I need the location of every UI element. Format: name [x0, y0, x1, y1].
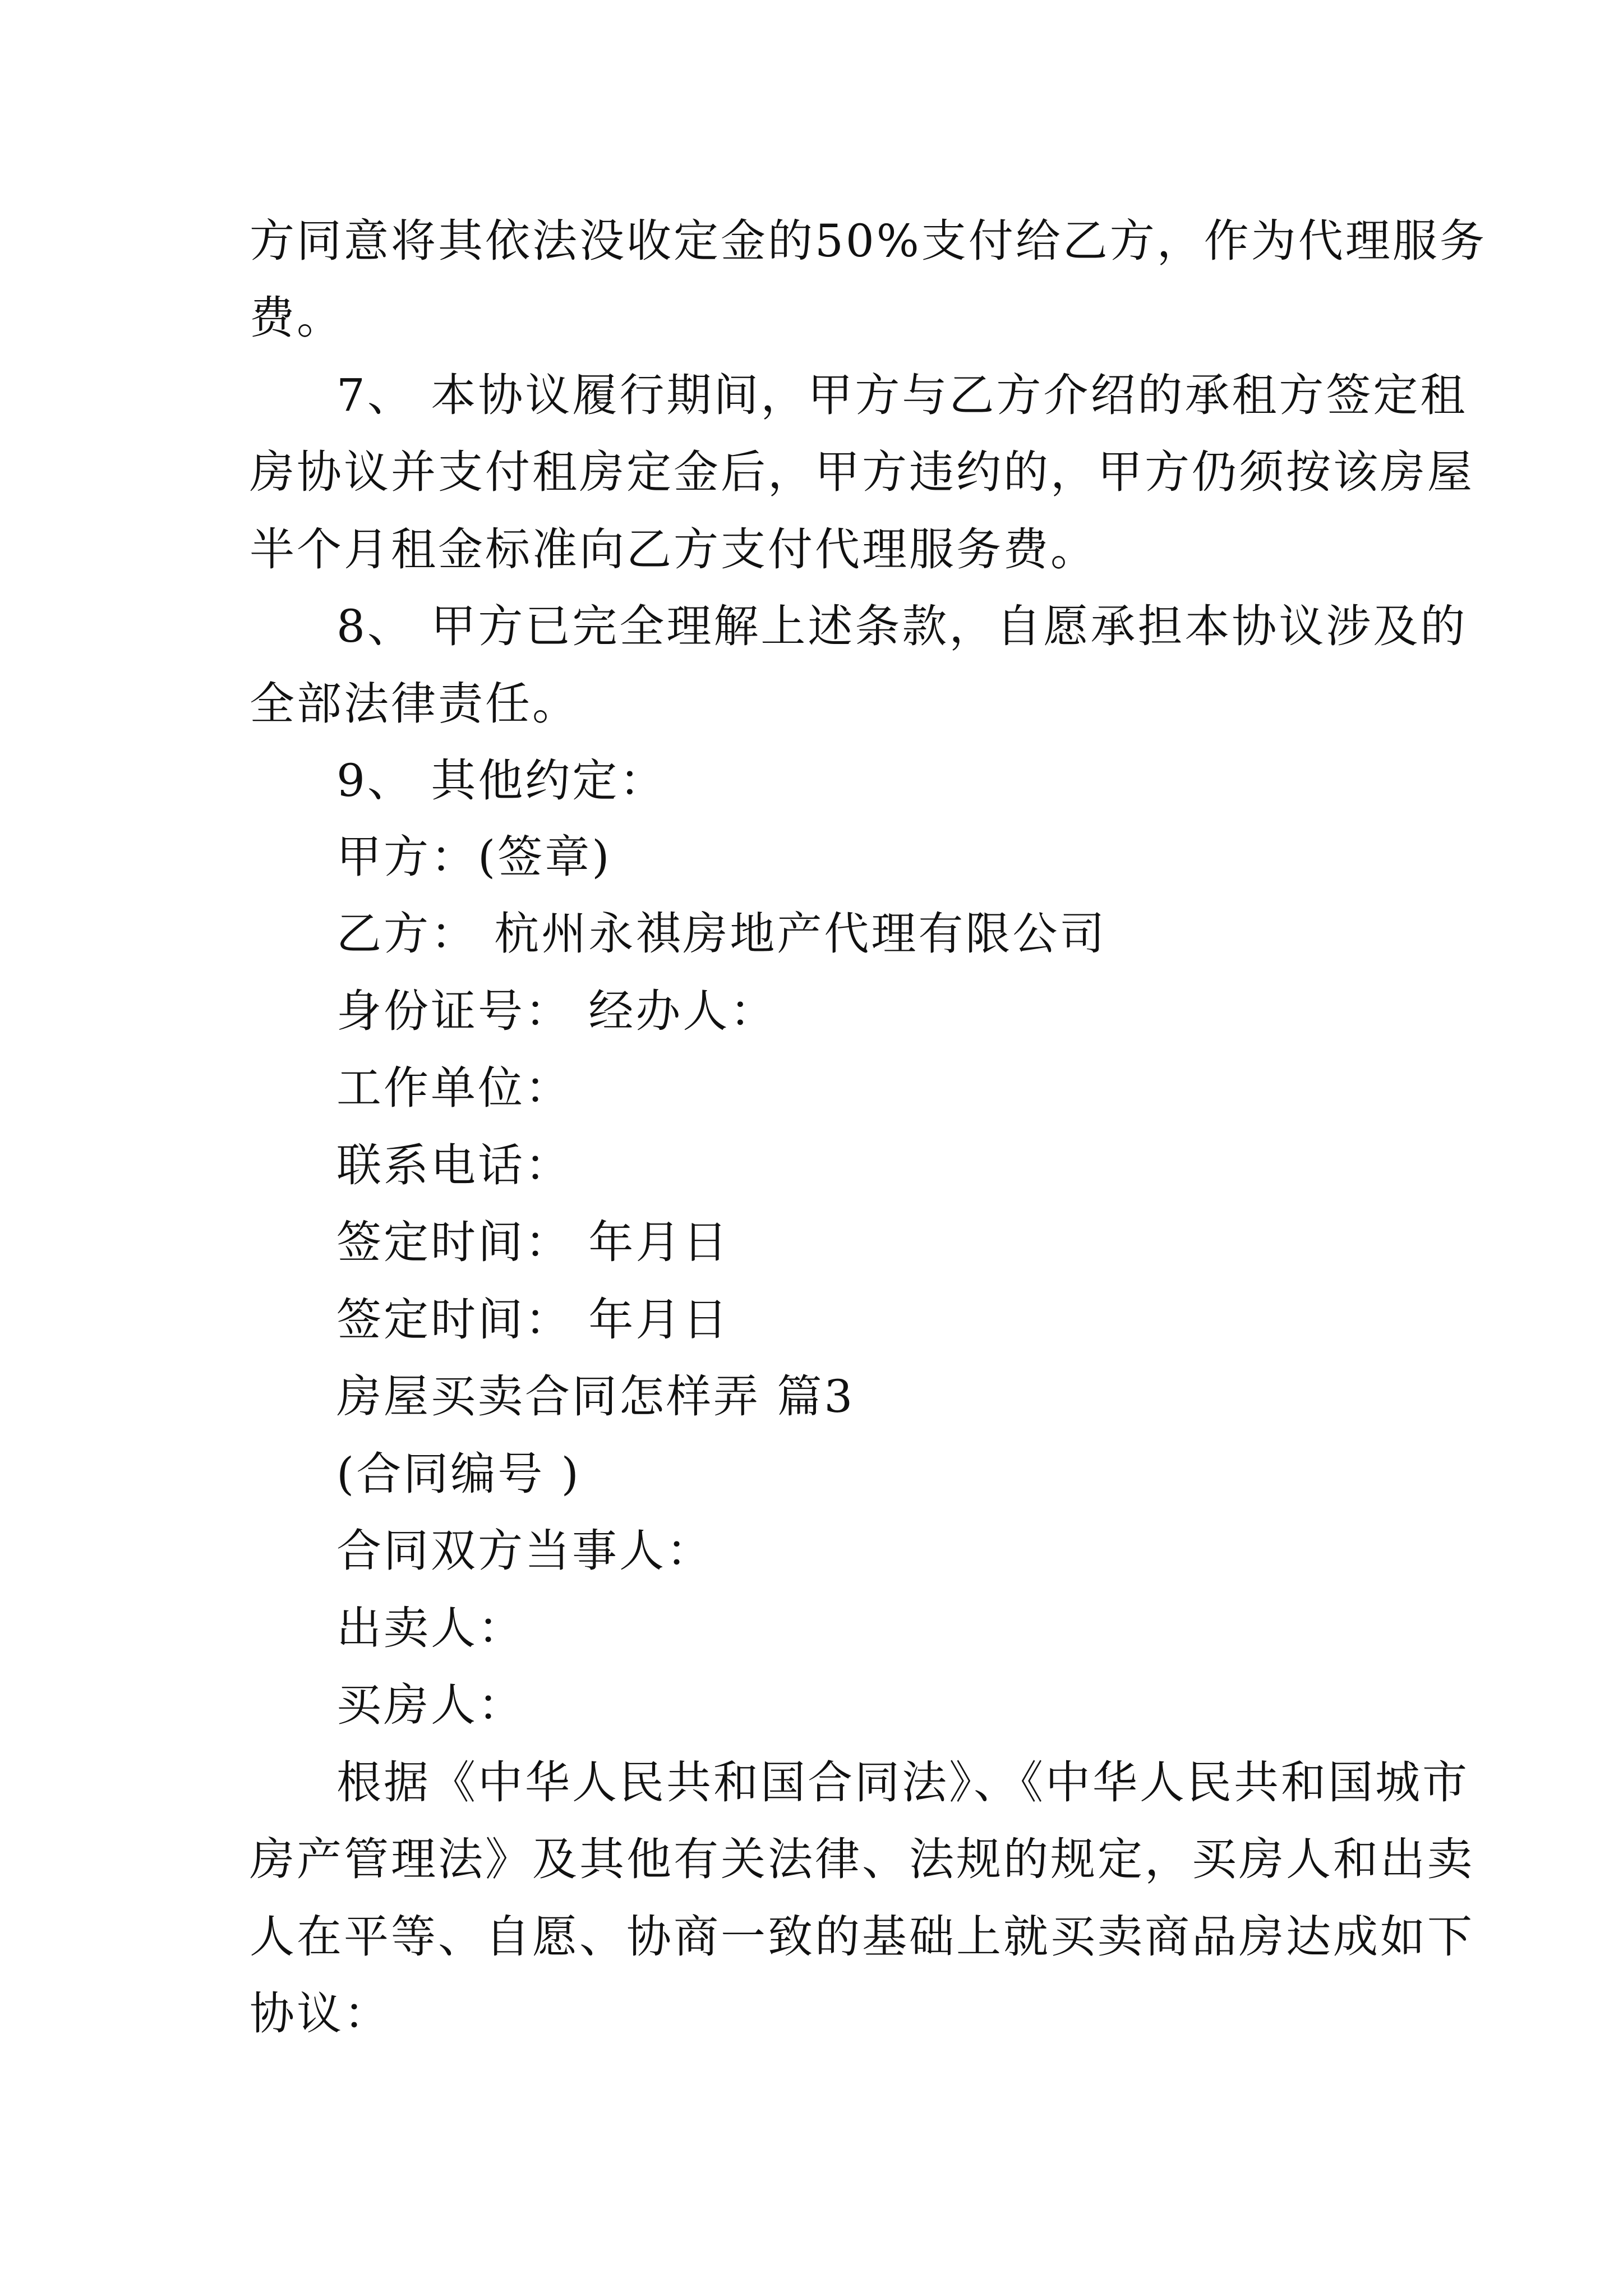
- preamble-line: 根据《中华人民共和国合同法》、《中华人民共和国城市: [336, 1756, 1469, 1809]
- clause-9-line: 9、 其他约定：: [336, 754, 667, 807]
- sign-date-field: 签定时间： 年月日: [336, 1216, 730, 1268]
- id-number-field: 身份证号： 经办人：: [336, 985, 777, 1037]
- phone-field: 联系电话：: [336, 1139, 572, 1191]
- party-b-name: 乙方： 杭州永祺房地产代理有限公司: [336, 908, 1107, 960]
- sign-date-field: 签定时间： 年月日: [336, 1294, 730, 1346]
- body-line: 房协议并支付租房定金后，甲方违约的，甲方仍须按该房屋: [250, 446, 1474, 498]
- body-line: 费。: [250, 292, 344, 344]
- party-a-signature: 甲方：(签章): [336, 831, 612, 883]
- buyer-field: 买房人：: [336, 1679, 525, 1731]
- section-heading: 房屋买卖合同怎样弄 篇3: [336, 1370, 855, 1423]
- clause-8-line: 8、 甲方已完全理解上述条款，自愿承担本协议涉及的: [336, 600, 1468, 652]
- clause-7-line: 7、 本协议履行期间，甲方与乙方介绍的承租方签定租: [336, 369, 1468, 421]
- preamble-line: 房产管理法》及其他有关法律、法规的规定，买房人和出卖: [250, 1833, 1474, 1885]
- preamble-line: 协议：: [250, 1987, 391, 2040]
- parties-heading: 合同双方当事人：: [336, 1525, 713, 1577]
- preamble-line: 人在平等、自愿、协商一致的基础上就买卖商品房达成如下: [250, 1911, 1474, 1963]
- contract-number: (合同编号 ): [336, 1448, 581, 1500]
- work-unit-field: 工作单位：: [336, 1062, 572, 1114]
- body-line: 全部法律责任。: [250, 678, 579, 730]
- body-line: 方同意将其依法没收定金的50%支付给乙方，作为代理服务: [250, 215, 1487, 267]
- seller-field: 出卖人：: [336, 1602, 525, 1654]
- body-line: 半个月租金标准向乙方支付代理服务费。: [250, 523, 1098, 576]
